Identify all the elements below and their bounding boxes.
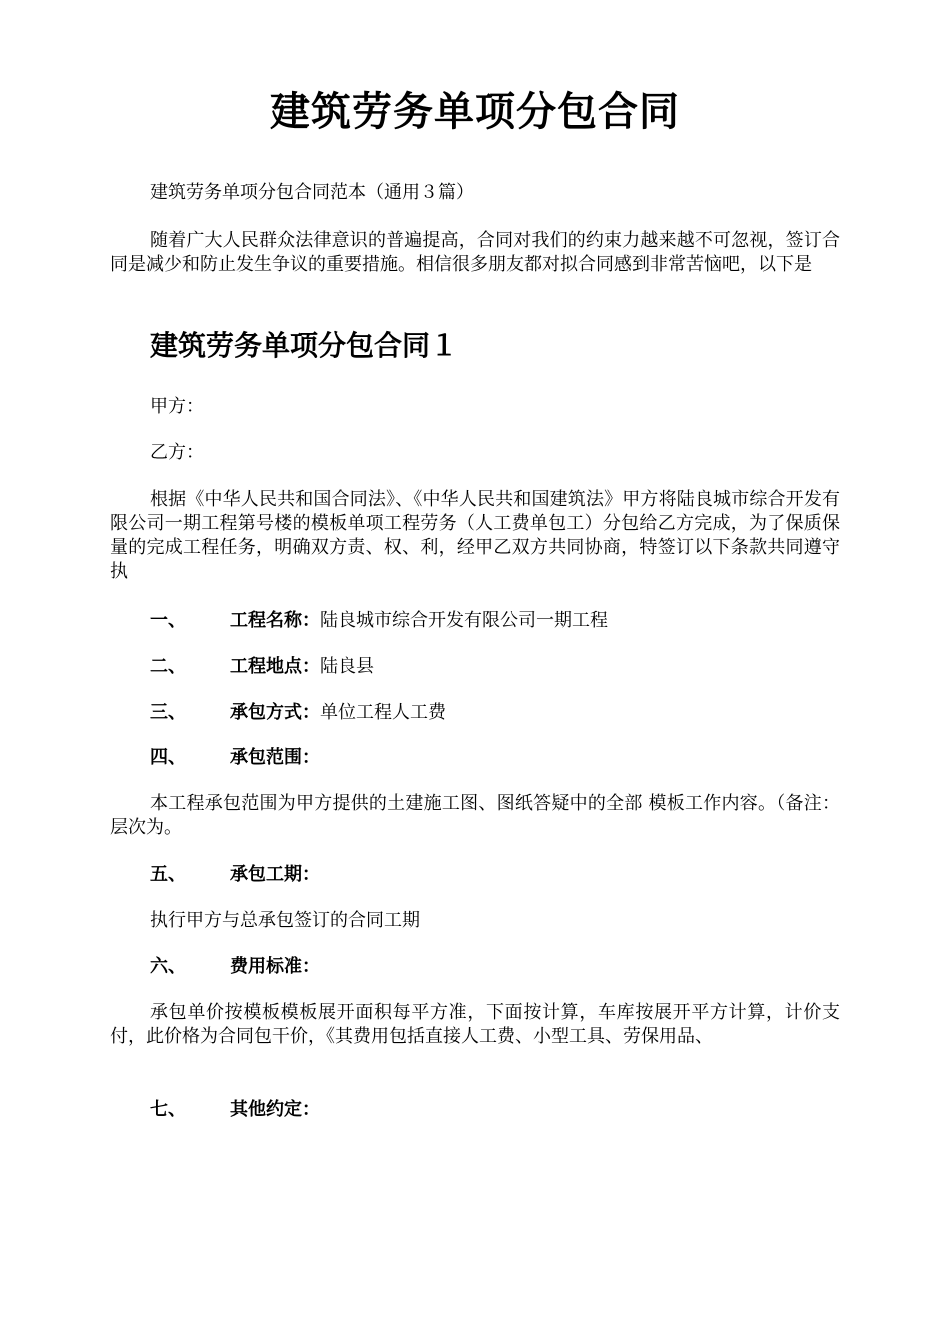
clause-2 <box>150 655 840 679</box>
party-a-line: 甲方： <box>150 396 204 417</box>
clause-value: 陆良县 <box>320 656 374 677</box>
fee-paragraph: 承包单价按模板模板展开面积每平方准，下面按计算，车库按展开平方计算，计价支付，此价格为合同包干价，《其费用包括直接人工费、小型工具、劳保用品、 <box>110 1002 840 1047</box>
clause-3 <box>150 701 840 725</box>
clause-label: 承包方式： <box>230 702 320 723</box>
subtitle-line: 建筑劳务单项分包合同范本（通用３篇） <box>150 182 474 203</box>
clause-number: 一、 <box>150 610 186 631</box>
section-heading: 建筑劳务单项分包合同１ <box>150 329 459 362</box>
clause-label: 工程地点： <box>230 656 320 677</box>
clause-4 <box>150 746 840 770</box>
clause-label: 工程名称： <box>230 610 320 631</box>
clause-number: 六、 <box>150 956 186 977</box>
period-paragraph: 执行甲方与总承包签订的合同工期 <box>150 910 420 931</box>
clause-value: 单位工程人工费 <box>320 702 446 723</box>
preamble-paragraph: 根据《中华人民共和国合同法》、《中华人民共和国建筑法》甲方将陆良城市综合开发有限公司一期工程第号楼的模板单项工程劳务（人工费单包工）分包给乙方完成，为了保质保量的完成工程任务，明确双方责、权、利，经甲乙双方共同协商，特签订以下条款共同遵守执 <box>110 489 840 582</box>
party-b-line: 乙方： <box>150 442 204 463</box>
clause-label: 其他约定： <box>230 1099 320 1120</box>
scope-paragraph: 本工程承包范围为甲方提供的土建施工图、图纸答疑中的全部 模板工作内容。（备注：层次为。 <box>110 793 840 838</box>
clause-label: 承包工期： <box>230 864 320 885</box>
clause-number: 五、 <box>150 864 186 885</box>
clause-number: 四、 <box>150 747 186 768</box>
clause-number: 三、 <box>150 702 186 723</box>
clause-label: 费用标准： <box>230 956 320 977</box>
clause-number: 二、 <box>150 656 186 677</box>
clause-value: 陆良城市综合开发有限公司一期工程 <box>320 610 608 631</box>
clause-6 <box>150 955 840 979</box>
clause-label: 承包范围： <box>230 747 320 768</box>
clause-5 <box>150 863 840 887</box>
clause-number: 七、 <box>150 1099 186 1120</box>
intro-paragraph: 随着广大人民群众法律意识的普遍提高，合同对我们的约束力越来越不可忽视，签订合同是减少和防止发生争议的重要措施。相信很多朋友都对拟合同感到非常苦恼吧，以下是 <box>110 230 840 275</box>
clause-1 <box>150 609 840 633</box>
document-title: 建筑劳务单项分包合同 <box>270 88 680 135</box>
clause-7 <box>150 1098 840 1122</box>
